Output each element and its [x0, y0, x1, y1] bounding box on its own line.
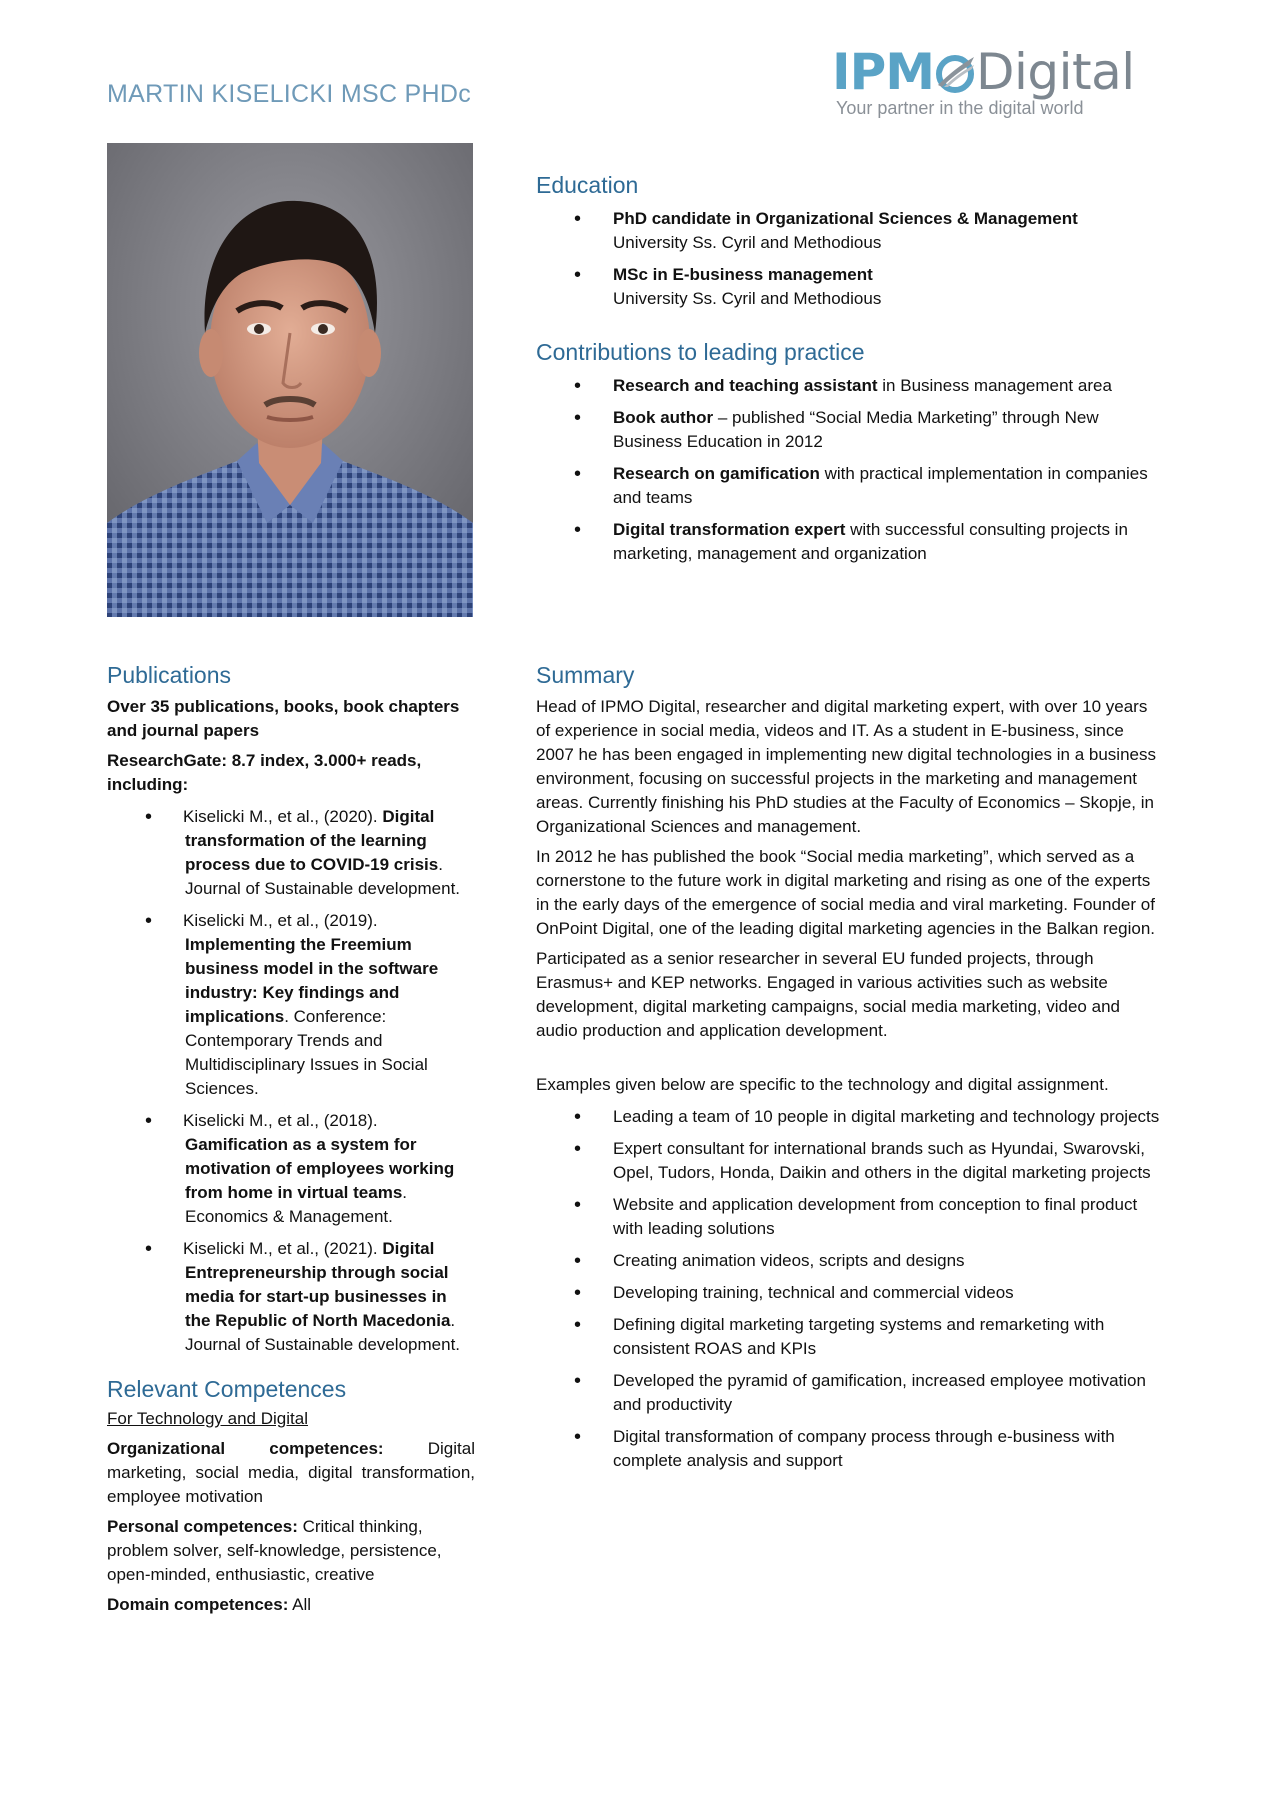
competence-label: Organizational competences:: [107, 1439, 384, 1458]
portrait-photo: [107, 143, 473, 617]
pub-venue: . Journal of Sustainable development.: [185, 855, 461, 898]
degree-school: University Ss. Cyril and Methodious: [613, 289, 882, 308]
logo-tagline: Your partner in the digital world: [836, 98, 1084, 118]
summary-paragraph: In 2012 he has published the book “Social media marketing”, which served as a cornerstone to the future work in digital marketing and rising as one of the experts in the early days of the emergence of social media and viral marketing. Founder of OnPoint Digital, one of the leading digital marketing agencies in the Balkan region.: [536, 847, 1155, 938]
pub-title: Implementing the Freemium business model in the software industry: Key findings and implications: [185, 935, 439, 1026]
list-item: [536, 374, 1160, 398]
competences-subtitle: For Technology and Digital: [107, 1409, 308, 1428]
examples-list: [536, 1105, 1160, 1473]
contributions-section: [536, 339, 1160, 566]
summary-paragraph: Participated as a senior researcher in several EU funded projects, through Erasmus+ and KEP networks. Engaged in various activities such as website development, digital marketing campaigns, social media marketing, video and audio production and application development.: [536, 949, 1120, 1040]
list-item: [536, 406, 1160, 454]
degree-title: PhD candidate in Organizational Sciences & Management: [613, 209, 1078, 228]
list-item: [107, 1237, 475, 1357]
publications-heading: Publications: [107, 662, 232, 688]
list-item: • Website and application development from conception to final product with leading solutions: [536, 1193, 1160, 1241]
contribution-text: – published “Social Media Marketing” through New Business Education in 2012: [613, 408, 1099, 451]
competence-text: All: [288, 1595, 312, 1614]
person-name: MARTIN KISELICKI MSC PHDc: [107, 80, 472, 108]
publications-list: [107, 805, 475, 1357]
logo-o-icon: [934, 51, 976, 93]
education-heading: Education: [536, 172, 639, 198]
competences-section: [107, 1376, 475, 1617]
pub-venue: . Conference: Contemporary Trends and Multidisciplinary Issues in Social Sciences.: [185, 1007, 428, 1098]
competence-label: Personal competences:: [107, 1517, 298, 1536]
pub-venue: . Economics & Management.: [185, 1183, 408, 1226]
list-item: • Creating animation videos, scripts and designs: [536, 1249, 1160, 1273]
researchgate-stats: ResearchGate: 8.7 index, 3.000+ reads, including:: [107, 751, 422, 794]
summary-paragraph: Head of IPMO Digital, researcher and digital marketing expert, with over 10 years of experience in social media, videos and IT. As a student in E-business, since 2007 he has been engaged in implementing new digital technologies in a business environment, focusing on successful projects in the marketing and management areas. Currently finishing his PhD studies at the Faculty of Economics – Skopje, in Organizational Sciences and management.: [536, 697, 1156, 836]
contribution-text: in Business management area: [877, 376, 1112, 395]
domain-competences: [107, 1593, 475, 1617]
publications-intro: Over 35 publications, books, book chapters and journal papers: [107, 697, 460, 740]
list-item: [536, 263, 1160, 311]
competence-label: Domain competences:: [107, 1595, 289, 1614]
summary-heading: Summary: [536, 662, 635, 688]
contribution-label: Book author: [613, 408, 714, 427]
pub-title: Gamification as a system for motivation of employees working from home in virtual teams: [185, 1135, 455, 1202]
examples-intro: Examples given below are specific to the technology and digital assignment.: [536, 1075, 1109, 1094]
logo-text-digital: Digital: [976, 43, 1135, 101]
pub-venue: . Journal of Sustainable development.: [185, 1311, 461, 1354]
contribution-text: with practical implementation in companies and teams: [613, 464, 1148, 507]
degree-school: University Ss. Cyril and Methodious: [613, 233, 882, 252]
education-list: [536, 207, 1160, 311]
education-section: [536, 172, 1160, 311]
contribution-label: Research on gamification: [613, 464, 820, 483]
list-item: • Digital transformation of company process through e-business with complete analysis and support: [536, 1425, 1160, 1473]
contribution-text: with successful consulting projects in marketing, management and organization: [613, 520, 1128, 563]
personal-competences: [107, 1515, 475, 1587]
contribution-label: Research and teaching assistant: [613, 376, 878, 395]
pub-author: Kiselicki M., et al., (2019).: [183, 911, 378, 930]
competences-heading: Relevant Competences: [107, 1376, 347, 1402]
list-item: [536, 518, 1160, 566]
logo-text-ipm: IPM: [832, 43, 935, 101]
ipmo-digital-logo: [832, 44, 1142, 120]
list-item: [107, 805, 475, 901]
contributions-list: [536, 374, 1160, 566]
list-item: [536, 207, 1160, 255]
pub-author: Kiselicki M., et al., (2021).: [183, 1239, 383, 1258]
contribution-label: Digital transformation expert: [613, 520, 846, 539]
list-item: • Expert consultant for international brands such as Hyundai, Swarovski, Opel, Tudors, Honda, Daikin and others in the digital marketing projects: [536, 1137, 1160, 1185]
degree-title: MSc in E-business management: [613, 265, 873, 284]
portrait-illustration: [107, 143, 473, 617]
publications-section: [107, 662, 475, 1357]
pub-title: Digital Entrepreneurship through social media for start-up businesses in the Republic of North Macedonia: [185, 1239, 451, 1330]
list-item: • Developing training, technical and commercial videos: [536, 1281, 1160, 1305]
summary-section: [536, 662, 1160, 1473]
organizational-competences: [107, 1437, 475, 1509]
pub-author: Kiselicki M., et al., (2020).: [183, 807, 383, 826]
competence-text: Digital marketing, social media, digital transformation, employee motivation: [107, 1439, 475, 1506]
list-item: [107, 1109, 475, 1229]
list-item: • Developed the pyramid of gamification, increased employee motivation and productivity: [536, 1369, 1160, 1417]
contributions-heading: Contributions to leading practice: [536, 339, 865, 365]
pub-author: Kiselicki M., et al., (2018).: [183, 1111, 378, 1130]
list-item: [536, 462, 1160, 510]
competence-text: Critical thinking, problem solver, self-knowledge, persistence, open-minded, enthusiastic, creative: [107, 1517, 442, 1584]
list-item: • Defining digital marketing targeting systems and remarketing with consistent ROAS and KPIs: [536, 1313, 1160, 1361]
list-item: [107, 909, 475, 1101]
pub-title: Digital transformation of the learning process due to COVID-19 crisis: [185, 807, 439, 874]
list-item: • Leading a team of 10 people in digital marketing and technology projects: [536, 1105, 1160, 1129]
